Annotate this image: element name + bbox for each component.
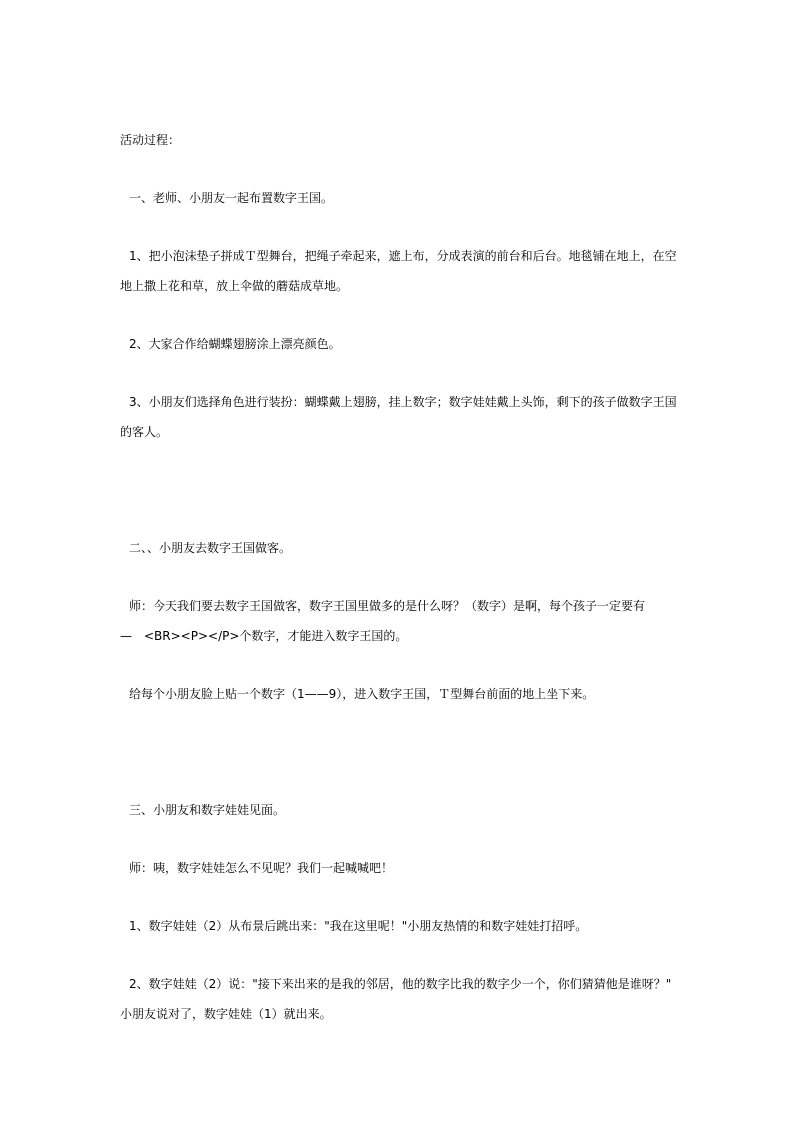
step-heading-2: 二、、小朋友去数字王国做客。 — [129, 541, 292, 555]
paragraph-line: 师：咦，数字娃娃怎么不见呢？我们一起喊喊吧！ — [129, 861, 394, 875]
paragraph-line: — <BR><P></P>个数字，才能进入数字王国的。 — [120, 629, 408, 643]
section-heading: 活动过程： — [120, 133, 181, 147]
paragraph-line: 师：今天我们要去数字王国做客，数字王国里做多的是什么呀？（数字）是啊，每个孩子一定要有 — [129, 599, 646, 613]
paragraph-line: 2、数字娃娃（2）说："接下来出来的是我的邻居，他的数字比我的数字少一个，你们猜猜他是谁呀？" — [129, 977, 672, 991]
paragraph-line: 3、小朋友们选择角色进行装扮：蝴蝶戴上翅膀，挂上数字；数字娃娃戴上头饰，剩下的孩子做数字王国 — [129, 395, 677, 409]
paragraph-line: 1、数字娃娃（2）从布景后跳出来："我在这里呢！"小朋友热情的和数字娃娃打招呼。 — [129, 919, 588, 933]
step-heading-1: 一、老师、小朋友一起布置数字王国。 — [129, 191, 334, 205]
paragraph-line: 小朋友说对了，数字娃娃（1）就出来。 — [120, 1007, 332, 1021]
paragraph-line: 给每个小朋友脸上贴一个数字（1——9），进入数字王国，Ｔ型舞台前面的地上坐下来。 — [129, 687, 595, 701]
paragraph-line: 1、把小泡沫垫子拼成Ｔ型舞台，把绳子牵起来，遮上布，分成表演的前台和后台。地毯铺在地上，在空 — [129, 249, 677, 263]
paragraph-line: 地上撒上花和草，放上伞做的蘑菇成草地。 — [120, 279, 349, 293]
paragraph-line: 2、大家合作给蝴蝶翅膀涂上漂亮颜色。 — [129, 337, 341, 351]
paragraph-line: 的客人。 — [120, 425, 169, 439]
step-heading-3: 三、小朋友和数字娃娃见面。 — [129, 803, 286, 817]
